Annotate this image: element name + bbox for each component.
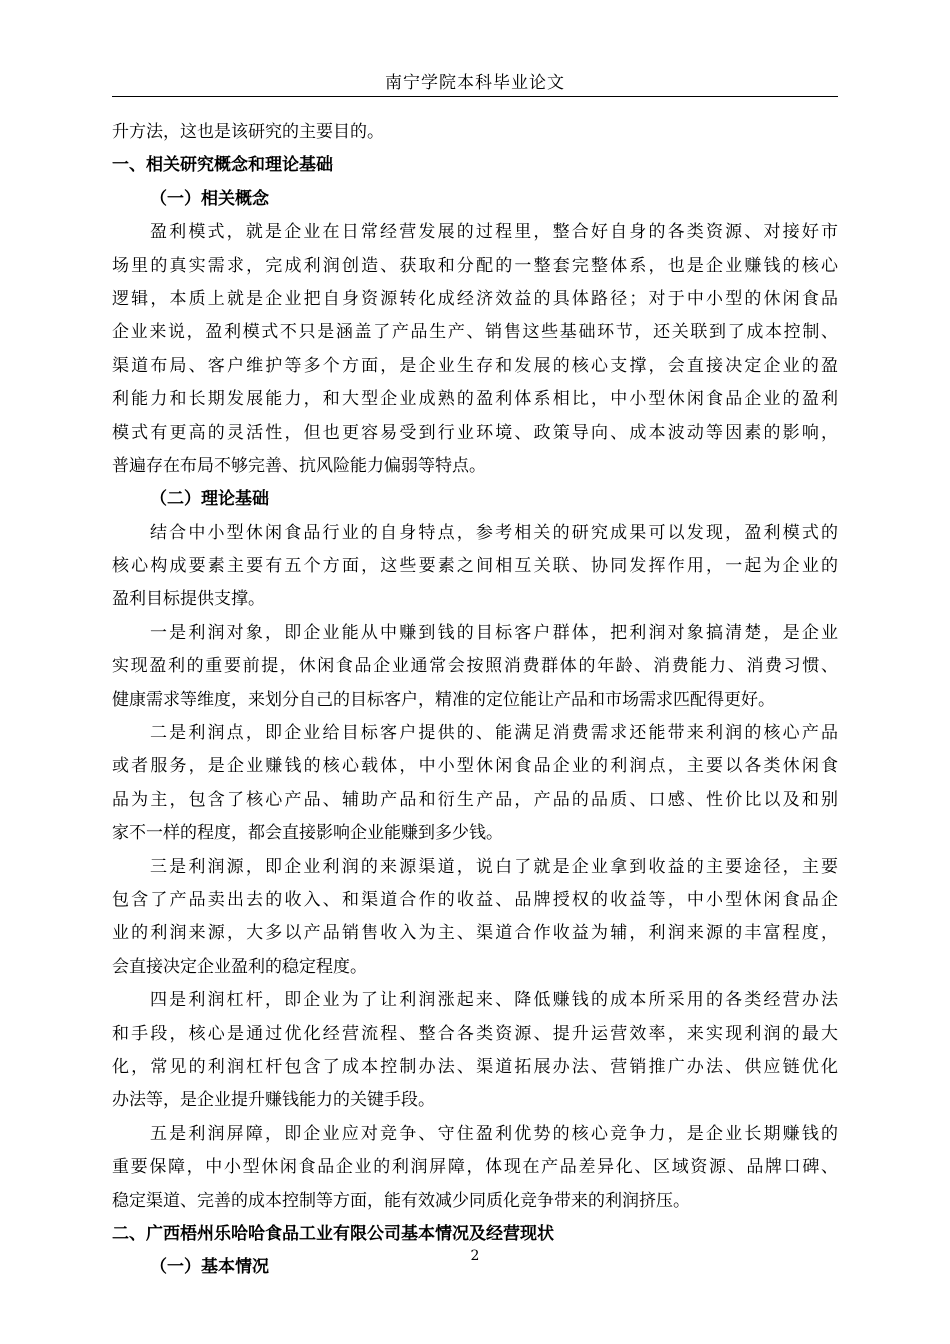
paragraph-line: 模式有更高的灵活性，但也更容易受到行业环境、政策导向、成本波动等因素的影响， xyxy=(112,422,838,443)
paragraph-line: 三是利润源，即企业利润的来源渠道，说白了就是企业拿到收益的主要途径，主要 xyxy=(150,856,838,877)
paragraph-line: 一是利润对象，即企业能从中赚到钱的目标客户群体，把利润对象搞清楚，是企业 xyxy=(150,622,838,643)
paragraph-line: 化，常见的利润杠杆包含了成本控制办法、渠道拓展办法、营销推广办法、供应链优化 xyxy=(112,1056,838,1077)
paragraph-line: 办法等，是企业提升赚钱能力的关键手段。 xyxy=(112,1090,435,1111)
paragraph-line: 品为主，包含了核心产品、辅助产品和衍生产品，产品的品质、口感、性价比以及和别 xyxy=(112,789,838,810)
paragraph-line: 健康需求等维度，来划分自己的目标客户，精准的定位能让产品和市场需求匹配得更好。 xyxy=(112,689,775,710)
header-rule xyxy=(112,96,838,97)
paragraph-line: 会直接决定企业盈利的稳定程度。 xyxy=(112,956,367,977)
paragraph-line: 企业来说，盈利模式不只是涵盖了产品生产、销售这些基础环节，还关联到了成本控制、 xyxy=(112,322,838,343)
paragraph-line: 逻辑，本质上就是企业把自身资源转化成经济效益的具体路径；对于中小型的休闲食品 xyxy=(112,288,838,309)
paragraph-line: 家不一样的程度，都会直接影响企业能赚到多少钱。 xyxy=(112,823,503,844)
paragraph-line: 升方法，这也是该研究的主要目的。 xyxy=(112,122,384,142)
section-heading: 二、广西梧州乐哈哈食品工业有限公司基本情况及经营现状 xyxy=(112,1223,554,1244)
paragraph-line: 场里的真实需求，完成利润创造、获取和分配的一整套完整体系，也是企业赚钱的核心 xyxy=(112,255,838,276)
paragraph-line: 核心构成要素主要有五个方面，这些要素之间相互关联、协同发挥作用，一起为企业的 xyxy=(112,556,838,577)
paragraph-line: 普遍存在布局不够完善、抗风险能力偏弱等特点。 xyxy=(112,455,486,476)
paragraph-line: 五是利润屏障，即企业应对竞争、守住盈利优势的核心竞争力，是企业长期赚钱的 xyxy=(150,1123,838,1144)
paragraph-line: 渠道布局、客户维护等多个方面，是企业生存和发展的核心支撑，会直接决定企业的盈 xyxy=(112,355,838,376)
paragraph-line: 利能力和长期发展能力，和大型企业成熟的盈利体系相比，中小型休闲食品企业的盈利 xyxy=(112,389,838,410)
subsection-heading: （一）相关概念 xyxy=(150,188,269,209)
subsection-heading: （二）理论基础 xyxy=(150,489,269,510)
section-heading: 一、相关研究概念和理论基础 xyxy=(112,155,333,176)
paragraph-line: 业的利润来源，大多以产品销售收入为主、渠道合作收益为辅，利润来源的丰富程度， xyxy=(112,923,838,944)
document-body xyxy=(112,116,838,1285)
paragraph-line: 和手段，核心是通过优化经营流程、整合各类资源、提升运营效率，来实现利润的最大 xyxy=(112,1023,838,1044)
paragraph-line: 盈利模式，就是企业在日常经营发展的过程里，整合好自身的各类资源、对接好市 xyxy=(150,222,838,243)
paragraph-line: 盈利目标提供支撑。 xyxy=(112,589,265,610)
paragraph-line: 包含了产品卖出去的收入、和渠道合作的收益、品牌授权的收益等，中小型休闲食品企 xyxy=(112,889,838,910)
paragraph-line: 结合中小型休闲食品行业的自身特点，参考相关的研究成果可以发现，盈利模式的 xyxy=(150,522,838,543)
paragraph-line: 稳定渠道、完善的成本控制等方面，能有效减少同质化竞争带来的利润挤压。 xyxy=(112,1190,690,1211)
paragraph-line: 重要保障，中小型休闲食品企业的利润屏障，体现在产品差异化、区域资源、品牌口碑、 xyxy=(112,1157,838,1178)
paragraph-line: 实现盈利的重要前提，休闲食品企业通常会按照消费群体的年龄、消费能力、消费习惯、 xyxy=(112,656,838,677)
paragraph-line: 二是利润点，即企业给目标客户提供的、能满足消费需求还能带来利润的核心产品 xyxy=(150,723,838,744)
subsection-heading: （一）基本情况 xyxy=(150,1257,269,1278)
paragraph-line: 或者服务，是企业赚钱的核心载体，中小型休闲食品企业的利润点，主要以各类休闲食 xyxy=(112,756,838,777)
paragraph-line: 四是利润杠杆，即企业为了让利润涨起来、降低赚钱的成本所采用的各类经营办法 xyxy=(150,990,838,1011)
page-number: 2 xyxy=(470,1248,480,1264)
running-header: 南宁学院本科毕业论文 xyxy=(385,73,565,93)
